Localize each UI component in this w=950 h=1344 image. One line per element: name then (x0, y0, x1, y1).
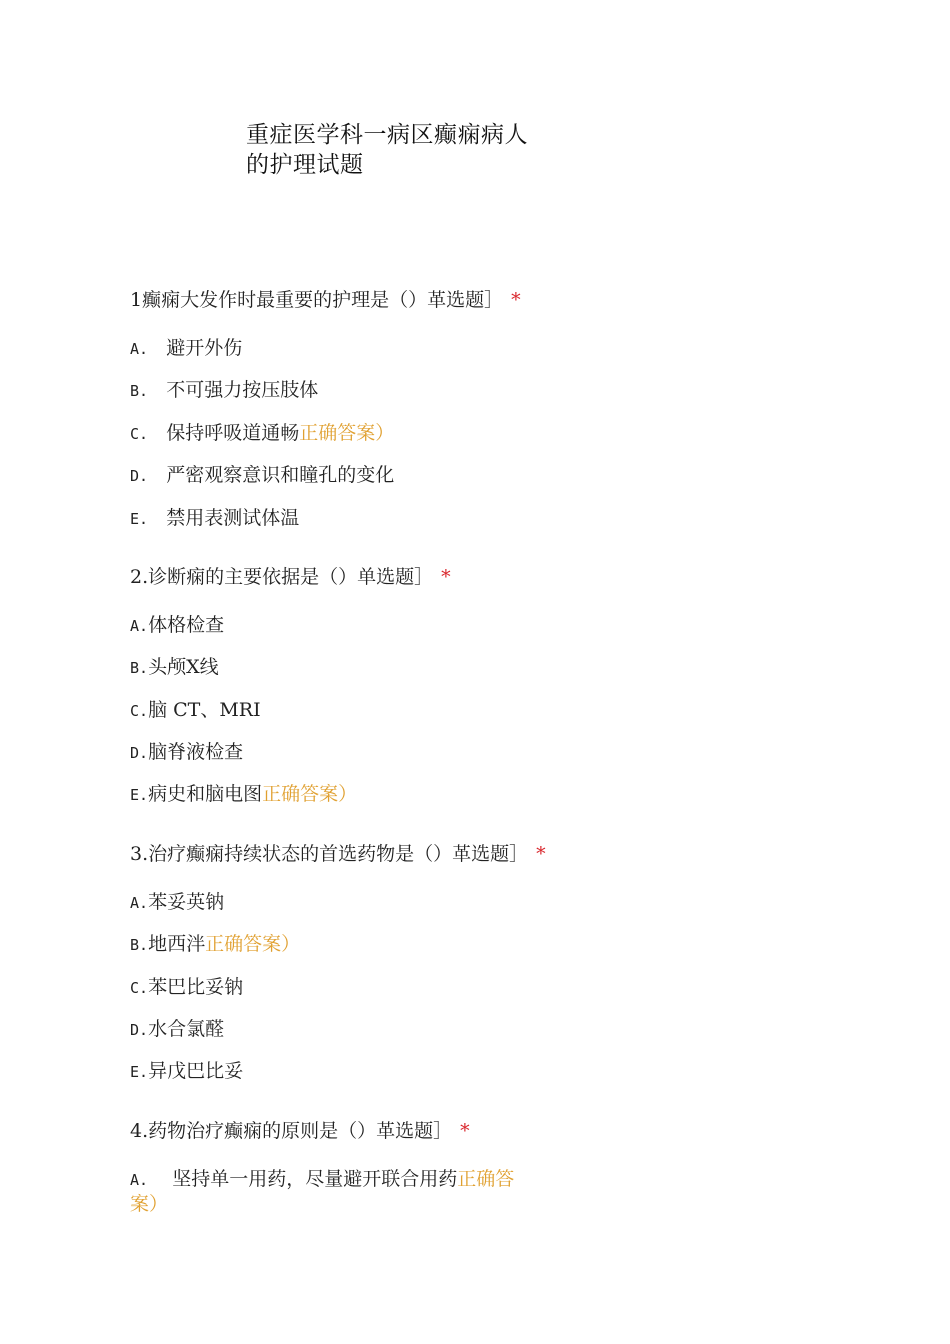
option-letter: D. (130, 467, 149, 485)
q1-option-b[interactable] (130, 378, 318, 403)
option-text: 保持呼吸道通畅 (166, 422, 300, 444)
question-1-text: 1癫痫大发作时最重要的护理是（）革选题］ (130, 289, 504, 311)
option-letter: C. (130, 979, 149, 997)
question-1 (130, 288, 521, 312)
question-3 (130, 842, 546, 866)
q1-option-e[interactable] (130, 506, 299, 531)
option-text: 苯巴比妥钠 (148, 976, 244, 998)
q2-option-a[interactable] (130, 613, 224, 638)
option-text: 苯妥英钠 (148, 891, 225, 913)
option-letter: A. (130, 1171, 149, 1189)
option-text: 地西泮 (148, 933, 206, 955)
required-star-icon: * (536, 843, 546, 865)
option-text: 避开外伤 (166, 337, 243, 359)
option-letter: B. (130, 659, 149, 677)
option-text: 脑脊液检查 (148, 741, 244, 763)
option-letter: A. (130, 340, 149, 358)
option-letter: D. (130, 744, 149, 762)
question-4 (130, 1119, 470, 1143)
option-text: 病史和脑电图 (148, 783, 263, 805)
correct-answer-tag-part1: 正确答 (457, 1168, 515, 1190)
option-text: 水合氯醛 (148, 1018, 225, 1040)
title-line-1: 重症医学科一病区癫痫病人 (246, 122, 528, 148)
option-letter: C. (130, 425, 149, 443)
option-text: 坚持单一用药，尽量避开联合用药 (172, 1168, 458, 1190)
option-letter: A. (130, 617, 149, 635)
title-line-2: 的护理试题 (246, 152, 364, 178)
required-star-icon: * (441, 566, 451, 588)
q3-option-b[interactable] (130, 932, 300, 957)
q2-option-c[interactable] (130, 698, 261, 723)
option-letter: C. (130, 702, 149, 720)
option-letter: E. (130, 510, 149, 528)
option-letter: E. (130, 786, 149, 804)
option-letter: B. (130, 382, 149, 400)
option-letter: D. (130, 1021, 149, 1039)
option-text: 严密观察意识和瞳孔的变化 (166, 464, 395, 486)
required-star-icon: * (511, 289, 521, 311)
option-text: 禁用表测试体温 (166, 507, 300, 529)
question-2-text: 2.诊断痫的主要依据是（）单选题］ (130, 566, 434, 588)
q4-option-a[interactable] (130, 1167, 550, 1216)
option-letter: B. (130, 936, 149, 954)
question-2 (130, 565, 451, 589)
correct-answer-tag-part2: 案） (130, 1193, 169, 1215)
correct-answer-tag: 正确答案） (299, 422, 395, 444)
correct-answer-tag: 正确答案） (205, 933, 301, 955)
option-text: 头颅X线 (148, 656, 219, 678)
q2-option-b[interactable] (130, 655, 219, 680)
q1-option-d[interactable] (130, 463, 394, 488)
correct-answer-tag: 正确答案） (262, 783, 358, 805)
question-4-text: 4.药物治疗癫痫的原则是（）革选题］ (130, 1120, 453, 1142)
q3-option-a[interactable] (130, 890, 224, 915)
q3-option-d[interactable] (130, 1017, 224, 1042)
q1-option-c[interactable] (130, 421, 394, 446)
option-text: 不可强力按压肢体 (166, 379, 319, 401)
q1-option-a[interactable] (130, 336, 242, 361)
q2-option-d[interactable] (130, 740, 243, 765)
option-text: 脑 CT、MRI (148, 699, 261, 721)
option-text: 体格检查 (148, 614, 225, 636)
q3-option-c[interactable] (130, 975, 243, 1000)
document-title (246, 120, 576, 180)
option-letter: A. (130, 894, 149, 912)
option-letter: E. (130, 1063, 149, 1081)
q3-option-e[interactable] (130, 1059, 243, 1084)
question-3-text: 3.治疗癫痫持续状态的首选药物是（）革选题］ (130, 843, 529, 865)
q2-option-e[interactable] (130, 782, 357, 807)
required-star-icon: * (460, 1120, 470, 1142)
option-text: 异戊巴比妥 (148, 1060, 244, 1082)
